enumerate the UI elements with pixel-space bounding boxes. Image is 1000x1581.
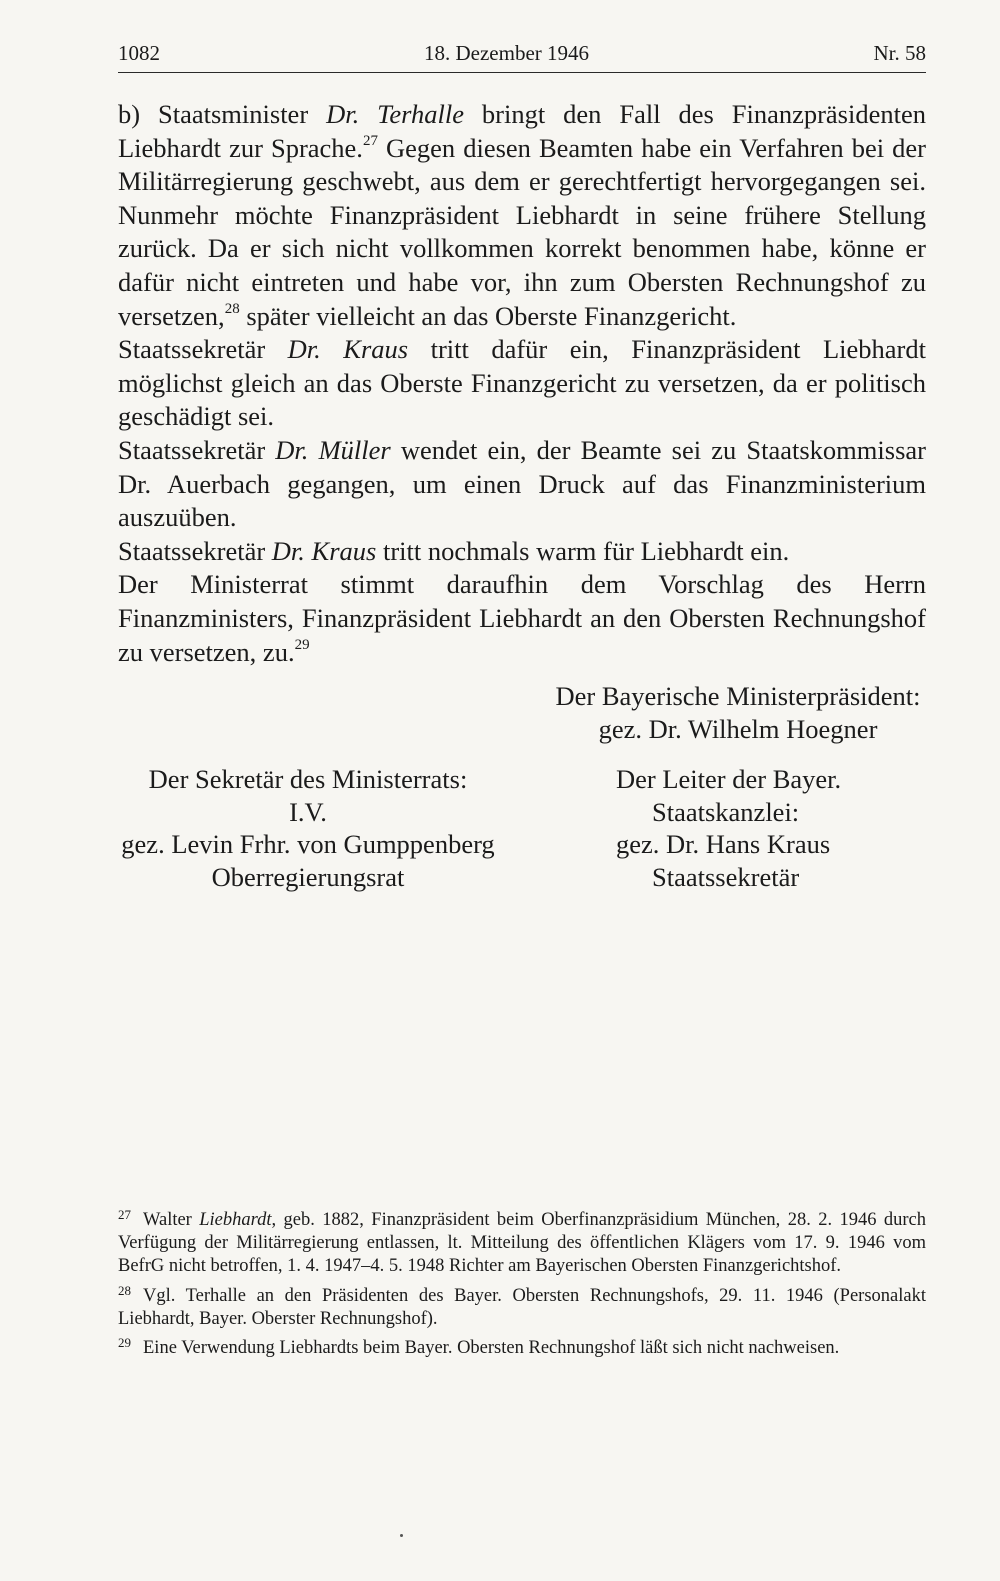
footnote-text: , geb. 1882, Finanzpräsident beim Oberfinanzpräsidium München, 28. 2. 1946 durch Verfügung der Militärregierung entlassen, lt. Mitteilung des öffentlichen Klägers vom 17. 9. 1946 vom BefrG nicht betroffen, 1. 4. 1947–4. 5. 1948 Richter am Bayerischen Obersten Finanzgerichtshof. — [118, 1210, 926, 1277]
signature-name: gez. Dr. Wilhelm Hoegner — [598, 713, 878, 744]
person-name: Dr. Terhalle — [326, 99, 465, 129]
footnote-number: 27 — [118, 1207, 131, 1222]
person-name: Dr. Müller — [275, 434, 391, 465]
footnote-ref[interactable]: 28 — [224, 300, 240, 317]
footnote-text: Eine Verwendung Liebhardts beim Bayer. Obersten Rechnungshof läßt sich nicht nachweisen. — [143, 1338, 840, 1359]
text-run: tritt nochmals warm für Liebhardt ein. — [376, 535, 790, 566]
signature-rank: Oberregierungsrat — [211, 861, 405, 892]
text-run: bringt den Fall des Finanzpräsidenten Liebhardt zur Sprache. — [118, 99, 926, 163]
signature-name: gez. Dr. Hans Kraus — [616, 829, 831, 859]
signature-title: Der Leiter der Bayer. — [616, 764, 842, 794]
signature-chancellery — [616, 763, 926, 893]
signature-title: Der Sekretär des Ministerrats: — [148, 764, 468, 794]
document-number: Nr. 58 — [873, 41, 926, 65]
page-mark — [400, 1534, 403, 1537]
text-run: b) Staatsminister — [118, 99, 327, 129]
signature-title: Staatskanzlei: — [652, 796, 800, 827]
footnote-ref[interactable]: 27 — [362, 132, 378, 149]
footnote-27 — [118, 1209, 926, 1279]
signature-proxy: I.V. — [289, 796, 327, 827]
paragraph-terhalle — [118, 98, 926, 333]
text-run: Staatssekretär — [118, 434, 276, 465]
document-page — [118, 0, 926, 1581]
signature-secretary — [118, 763, 498, 893]
signature-president — [548, 680, 928, 745]
footnote-29 — [118, 1337, 926, 1360]
text-run: später vielleicht an das Oberste Finanzgericht. — [239, 300, 737, 331]
footnote-text: Vgl. Terhalle an den Präsidenten des Bayer. Obersten Rechnungshofs, 29. 11. 1946 (Personalakt Liebhardt, Bayer. Oberster Rechnungshof). — [118, 1285, 926, 1329]
signature-rank: Staatssekretär — [652, 861, 800, 892]
person-name: Dr. Kraus — [271, 535, 377, 566]
paragraph-decision — [118, 568, 926, 669]
paragraph-kraus — [118, 333, 926, 434]
paragraph-kraus-2 — [118, 535, 926, 569]
footnotes — [118, 1209, 926, 1366]
person-name: Liebhardt — [199, 1210, 272, 1230]
footnote-number: 28 — [118, 1282, 131, 1298]
text-run: Staatssekretär — [118, 334, 288, 365]
footnote-text: Walter — [143, 1210, 200, 1230]
signature-title: Der Bayerische Ministerpräsident: — [555, 681, 921, 711]
text-run: Staatssekretär — [118, 535, 272, 566]
header-date: 18. Dezember 1946 — [424, 41, 590, 65]
page-number: 1082 — [118, 41, 160, 65]
text-run: tritt dafür ein, Finanzpräsident Liebhardt möglichst gleich an das Oberste Finanzgericht zu versetzen, da er politisch geschädigt sei. — [118, 334, 926, 432]
text-run: Gegen diesen Beamten habe ein Verfahren bei der Militärregierung geschwebt, aus dem er gerechtfertigt hervorgegangen sei. Nunmehr möchte Finanzpräsident Liebhardt in seine frühere Stellung zurück. Da er sich nicht vollkommen korrekt benommen habe, könne er dafür nicht eintreten und habe vor, ihn zum Obersten Rechnungshof zu versetzen, — [118, 132, 927, 331]
paragraph-mueller — [118, 434, 926, 535]
main-text — [118, 98, 926, 669]
signature-name: gez. Levin Frhr. von Gumppenberg — [121, 829, 495, 859]
person-name: Dr. Kraus — [287, 334, 409, 365]
footnote-number: 29 — [118, 1335, 131, 1351]
footnote-28 — [118, 1282, 926, 1331]
running-header — [118, 36, 926, 73]
text-run: wendet ein, der Beamte sei zu Staatskommissar Dr. Auerbach gegangen, um einen Druck auf das Finanzministerium auszuüben. — [118, 434, 926, 533]
text-run: Der Ministerrat stimmt daraufhin dem Vorschlag des Herrn Finanzministers, Finanzpräsident Liebhardt an den Obersten Rechnungshof zu versetzen, zu. — [118, 569, 926, 667]
footnote-ref[interactable]: 29 — [294, 636, 310, 653]
